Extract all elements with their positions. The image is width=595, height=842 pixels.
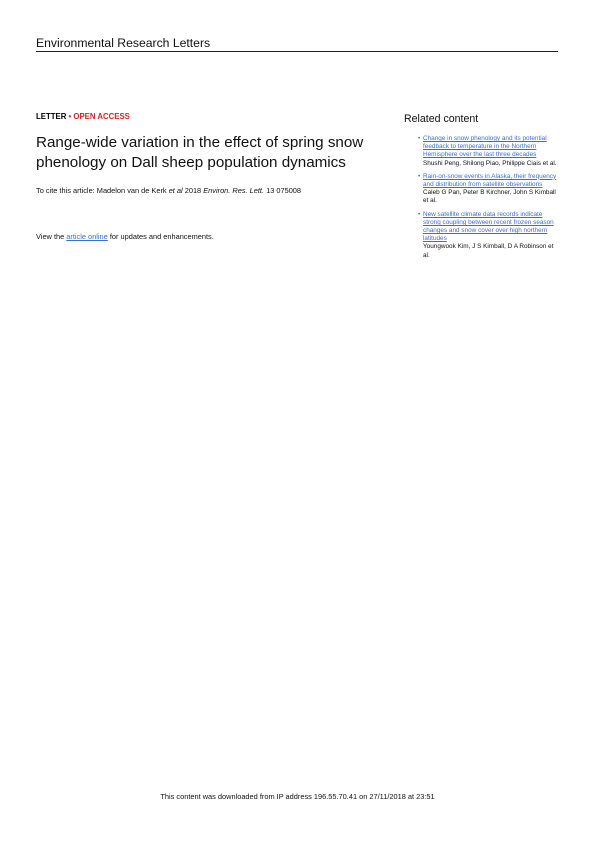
related-content-heading: Related content [404,113,479,125]
citation-line [36,186,301,196]
article-tag-line [36,112,130,122]
article-title: Range-wide variation in the effect of spring snow phenology on Dall sheep population dynamics [36,134,364,171]
citation-journal: Environ. Res. Lett. [203,186,265,195]
view-prefix: View the [36,232,67,241]
related-item [404,211,560,260]
related-item-link[interactable]: Rain-on-snow events in Alaska, their frequency and distribution from satellite observations [423,172,557,189]
bullet-icon: • [418,210,421,218]
header-divider [36,51,558,52]
citation-etal: et al [168,186,183,195]
download-footer: This content was downloaded from IP address 196.55.70.41 on 27/11/2018 at 23:51 [160,792,435,801]
related-content-list [404,135,560,260]
related-item-authors: Caleb G Pan, Peter B Kirchner, John S Kimball et al. [423,189,556,205]
related-item-authors: Shushi Peng, Shilong Piao, Philippe Ciais et al. [423,159,557,167]
tag-separator: • [68,112,72,121]
open-access-badge: OPEN ACCESS [73,112,130,121]
related-item-link[interactable]: Change in snow phenology and its potential feedback to temperature in the Northern Hemisphere over the last three decades [423,135,547,159]
view-online-line [36,232,214,242]
citation-year: 2018 [182,186,204,195]
related-item [404,173,560,206]
article-type-label: LETTER [36,112,67,121]
journal-name: Environmental Research Letters [36,36,211,50]
related-content-panel [404,112,560,265]
view-suffix: for updates and enhancements. [107,232,214,241]
related-item [404,135,560,168]
bullet-icon: • [418,172,421,180]
citation-prefix: To cite this article: Madelon van de Kerk [36,186,169,195]
related-item-link[interactable]: New satellite climate data records indicate strong coupling between recent frozen season changes and snow cover over high northern latitudes [423,210,554,243]
article-online-link[interactable]: article online [66,232,108,241]
citation-reference: 13 075008 [264,186,302,195]
related-item-authors: Youngwook Kim, J S Kimball, D A Robinson et al. [423,243,554,259]
bullet-icon: • [418,135,421,142]
